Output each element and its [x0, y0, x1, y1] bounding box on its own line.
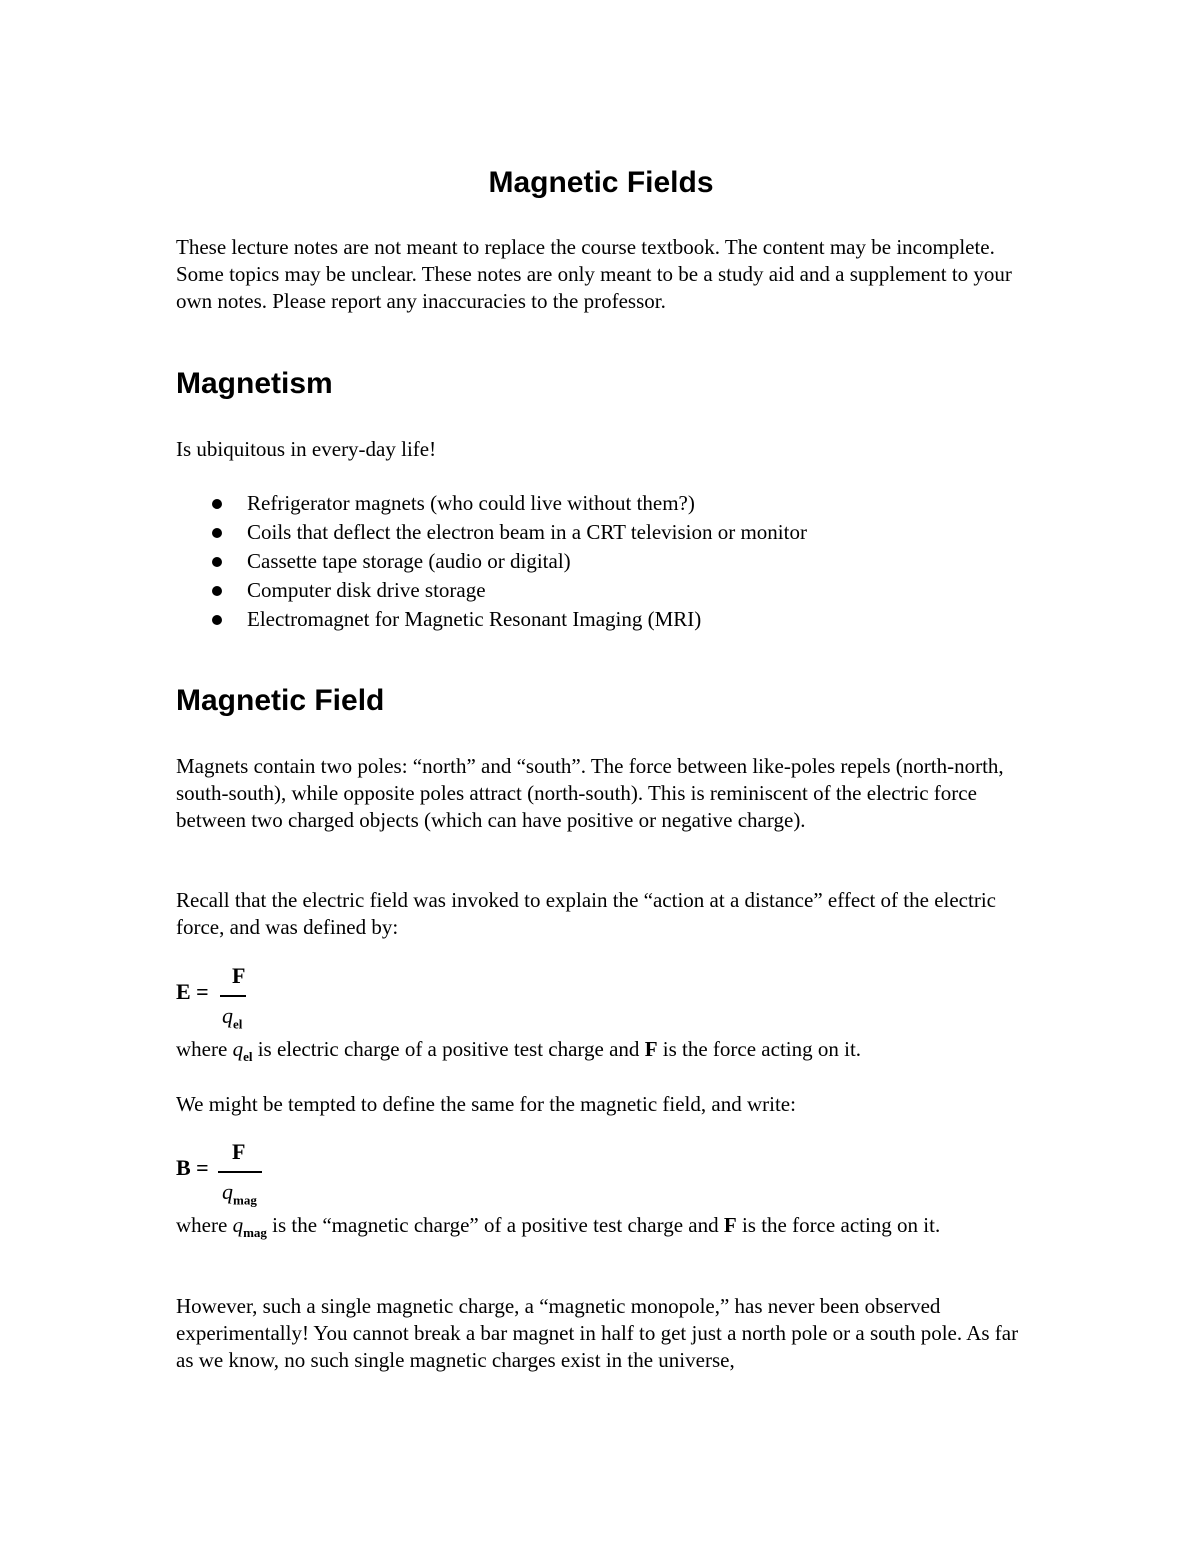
- monopole-paragraph: However, such a single magnetic charge, a “magnetic monopole,” has never been observed experimentally! You cannot break a bar magnet in half to get just a north pole or a south pole. As far as we know, no such single magnetic charges exist in the universe,: [176, 1294, 1019, 1372]
- magnetism-lead: Is ubiquitous in every-day life!: [176, 437, 437, 461]
- fraction-bar: [220, 995, 246, 997]
- equation-numerator: F: [232, 1139, 246, 1164]
- bullet-icon: [212, 528, 222, 538]
- bullet-icon: [212, 586, 222, 596]
- section-heading-magnetism: Magnetism: [176, 367, 333, 400]
- list-item: Refrigerator magnets (who could live without them?): [176, 490, 807, 519]
- magnetism-list: [176, 490, 807, 635]
- intro-paragraph: These lecture notes are not meant to replace the course textbook. The content may be incomplete. Some topics may be unclear. These notes are only meant to be a study aid and a supplement to your own notes. Please report any inaccuracies to the professor.: [176, 235, 1012, 313]
- electric-field-paragraph: Recall that the electric field was invoked to explain the “action at a distance” effect of the electric force, and was defined by:: [176, 888, 996, 939]
- list-item: Computer disk drive storage: [176, 577, 807, 606]
- magnetic-charge-paragraph: where $q_{mag}$ is the “magnetic charge” of a positive test charge and F is the force acting on it.: [176, 1213, 941, 1241]
- page-title: Magnetic Fields: [488, 166, 714, 199]
- magnetic-field-equation: [176, 1138, 376, 1208]
- magnetic-field-paragraph: We might be tempted to define the same for the magnetic field, and write:: [176, 1092, 796, 1116]
- equation-denominator: $q_{mag}$: [222, 1179, 257, 1208]
- equation-denominator: $q_{el}$: [222, 1003, 243, 1032]
- bullet-icon: [212, 499, 222, 509]
- bullet-icon: [212, 557, 222, 567]
- fraction-bar: [218, 1171, 262, 1173]
- electric-field-equation: [176, 962, 376, 1032]
- electric-charge-paragraph: where $q_{el}$ is electric charge of a positive test charge and F is the force acting on it.: [176, 1037, 862, 1065]
- list-item: Electromagnet for Magnetic Resonant Imaging (MRI): [176, 606, 807, 635]
- poles-paragraph: Magnets contain two poles: “north” and “south”. The force between like-poles repels (north-north, south-south), while opposite poles attract (north-south). This is reminiscent of the electric force between two charged objects (which can have positive or negative charge).: [176, 754, 1004, 832]
- list-item: Cassette tape storage (audio or digital): [176, 548, 807, 577]
- equation-lhs: B =: [176, 1155, 209, 1180]
- list-item: Coils that deflect the electron beam in a CRT television or monitor: [176, 519, 807, 548]
- section-heading-magnetic-field: Magnetic Field: [176, 684, 385, 717]
- equation-lhs: E =: [176, 979, 209, 1004]
- bullet-icon: [212, 615, 222, 625]
- equation-numerator: F: [232, 963, 246, 988]
